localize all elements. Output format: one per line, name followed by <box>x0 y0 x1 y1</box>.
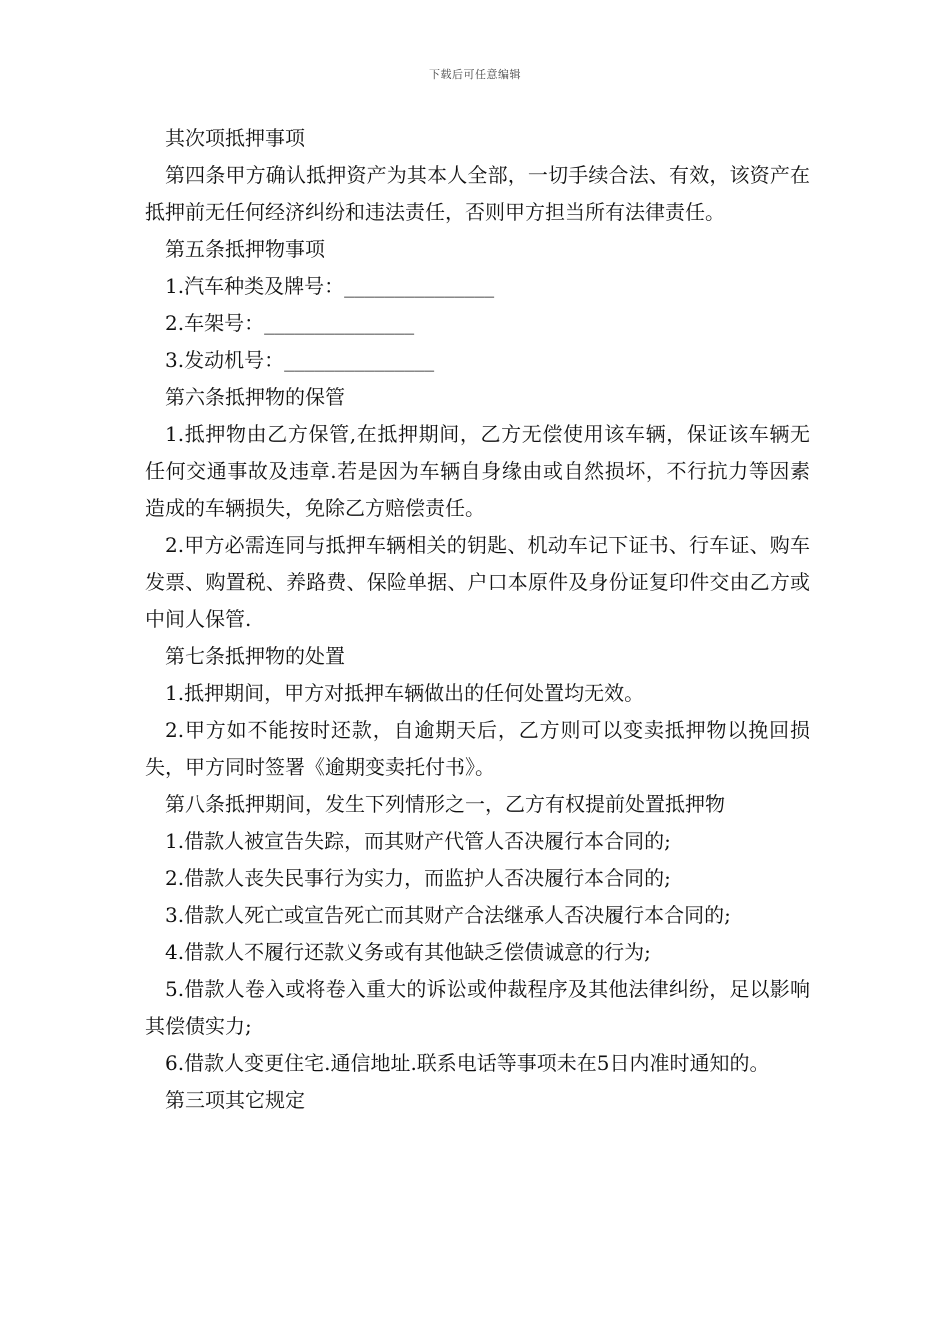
article-7-heading: 第七条抵押物的处置 <box>165 644 345 668</box>
section-heading-2: 其次项抵押事项 <box>165 126 305 150</box>
vehicle-type-plate-field: 1.汽车种类及牌号：_______________ <box>165 274 495 298</box>
article-8-item-1: 1.借款人被宣告失踪，而其财产代管人否决履行本合同的; <box>165 829 671 853</box>
article-7-item-1: 1.抵押期间，甲方对抵押车辆做出的任何处置均无效。 <box>165 681 645 705</box>
article-5-heading: 第五条抵押物事项 <box>165 237 325 261</box>
page-header-note: 下载后可任意编辑 <box>429 68 521 81</box>
frame-number-field: 2.车架号：_______________ <box>165 311 415 335</box>
article-8-item-5: 5.借款人卷入或将卷入重大的诉讼或仲裁程序及其他法律纠纷，足以影响其偿债实力; <box>145 977 810 1038</box>
engine-number-field: 3.发动机号：_______________ <box>165 348 435 372</box>
document-body <box>145 120 810 1119</box>
article-4-paragraph: 第四条甲方确认抵押资产为其本人全部，一切手续合法、有效，该资产在抵押前无任何经济纠纷和违法责任，否则甲方担当所有法律责任。 <box>145 163 810 224</box>
article-8-item-2: 2.借款人丧失民事行为实力，而监护人否决履行本合同的; <box>165 866 671 890</box>
article-7-item-2: 2.甲方如不能按时还款，自逾期天后，乙方则可以变卖抵押物以挽回损失，甲方同时签署《逾期变卖托付书》。 <box>145 718 810 779</box>
article-8-item-3: 3.借款人死亡或宣告死亡而其财产合法继承人否决履行本合同的; <box>165 903 731 927</box>
article-6-item-1: 1.抵押物由乙方保管,在抵押期间，乙方无偿使用该车辆，保证该车辆无任何交通事故及违章.若是因为车辆自身缘由或自然损坏，不行抗力等因素造成的车辆损失，免除乙方赔偿责任。 <box>145 422 810 520</box>
article-8-item-6: 6.借款人变更住宅.通信地址.联系电话等事项未在5日内准时通知的。 <box>165 1051 770 1075</box>
article-8-heading: 第八条抵押期间，发生下列情形之一，乙方有权提前处置抵押物 <box>165 792 725 816</box>
article-6-item-2: 2.甲方必需连同与抵押车辆相关的钥匙、机动车记下证书、行车证、购车发票、购置税、养路费、保险单据、户口本原件及身份证复印件交由乙方或中间人保管. <box>145 533 810 631</box>
article-6-heading: 第六条抵押物的保管 <box>165 385 345 409</box>
section-heading-3: 第三项其它规定 <box>165 1088 305 1112</box>
article-8-item-4: 4.借款人不履行还款义务或有其他缺乏偿债诚意的行为; <box>165 940 651 964</box>
